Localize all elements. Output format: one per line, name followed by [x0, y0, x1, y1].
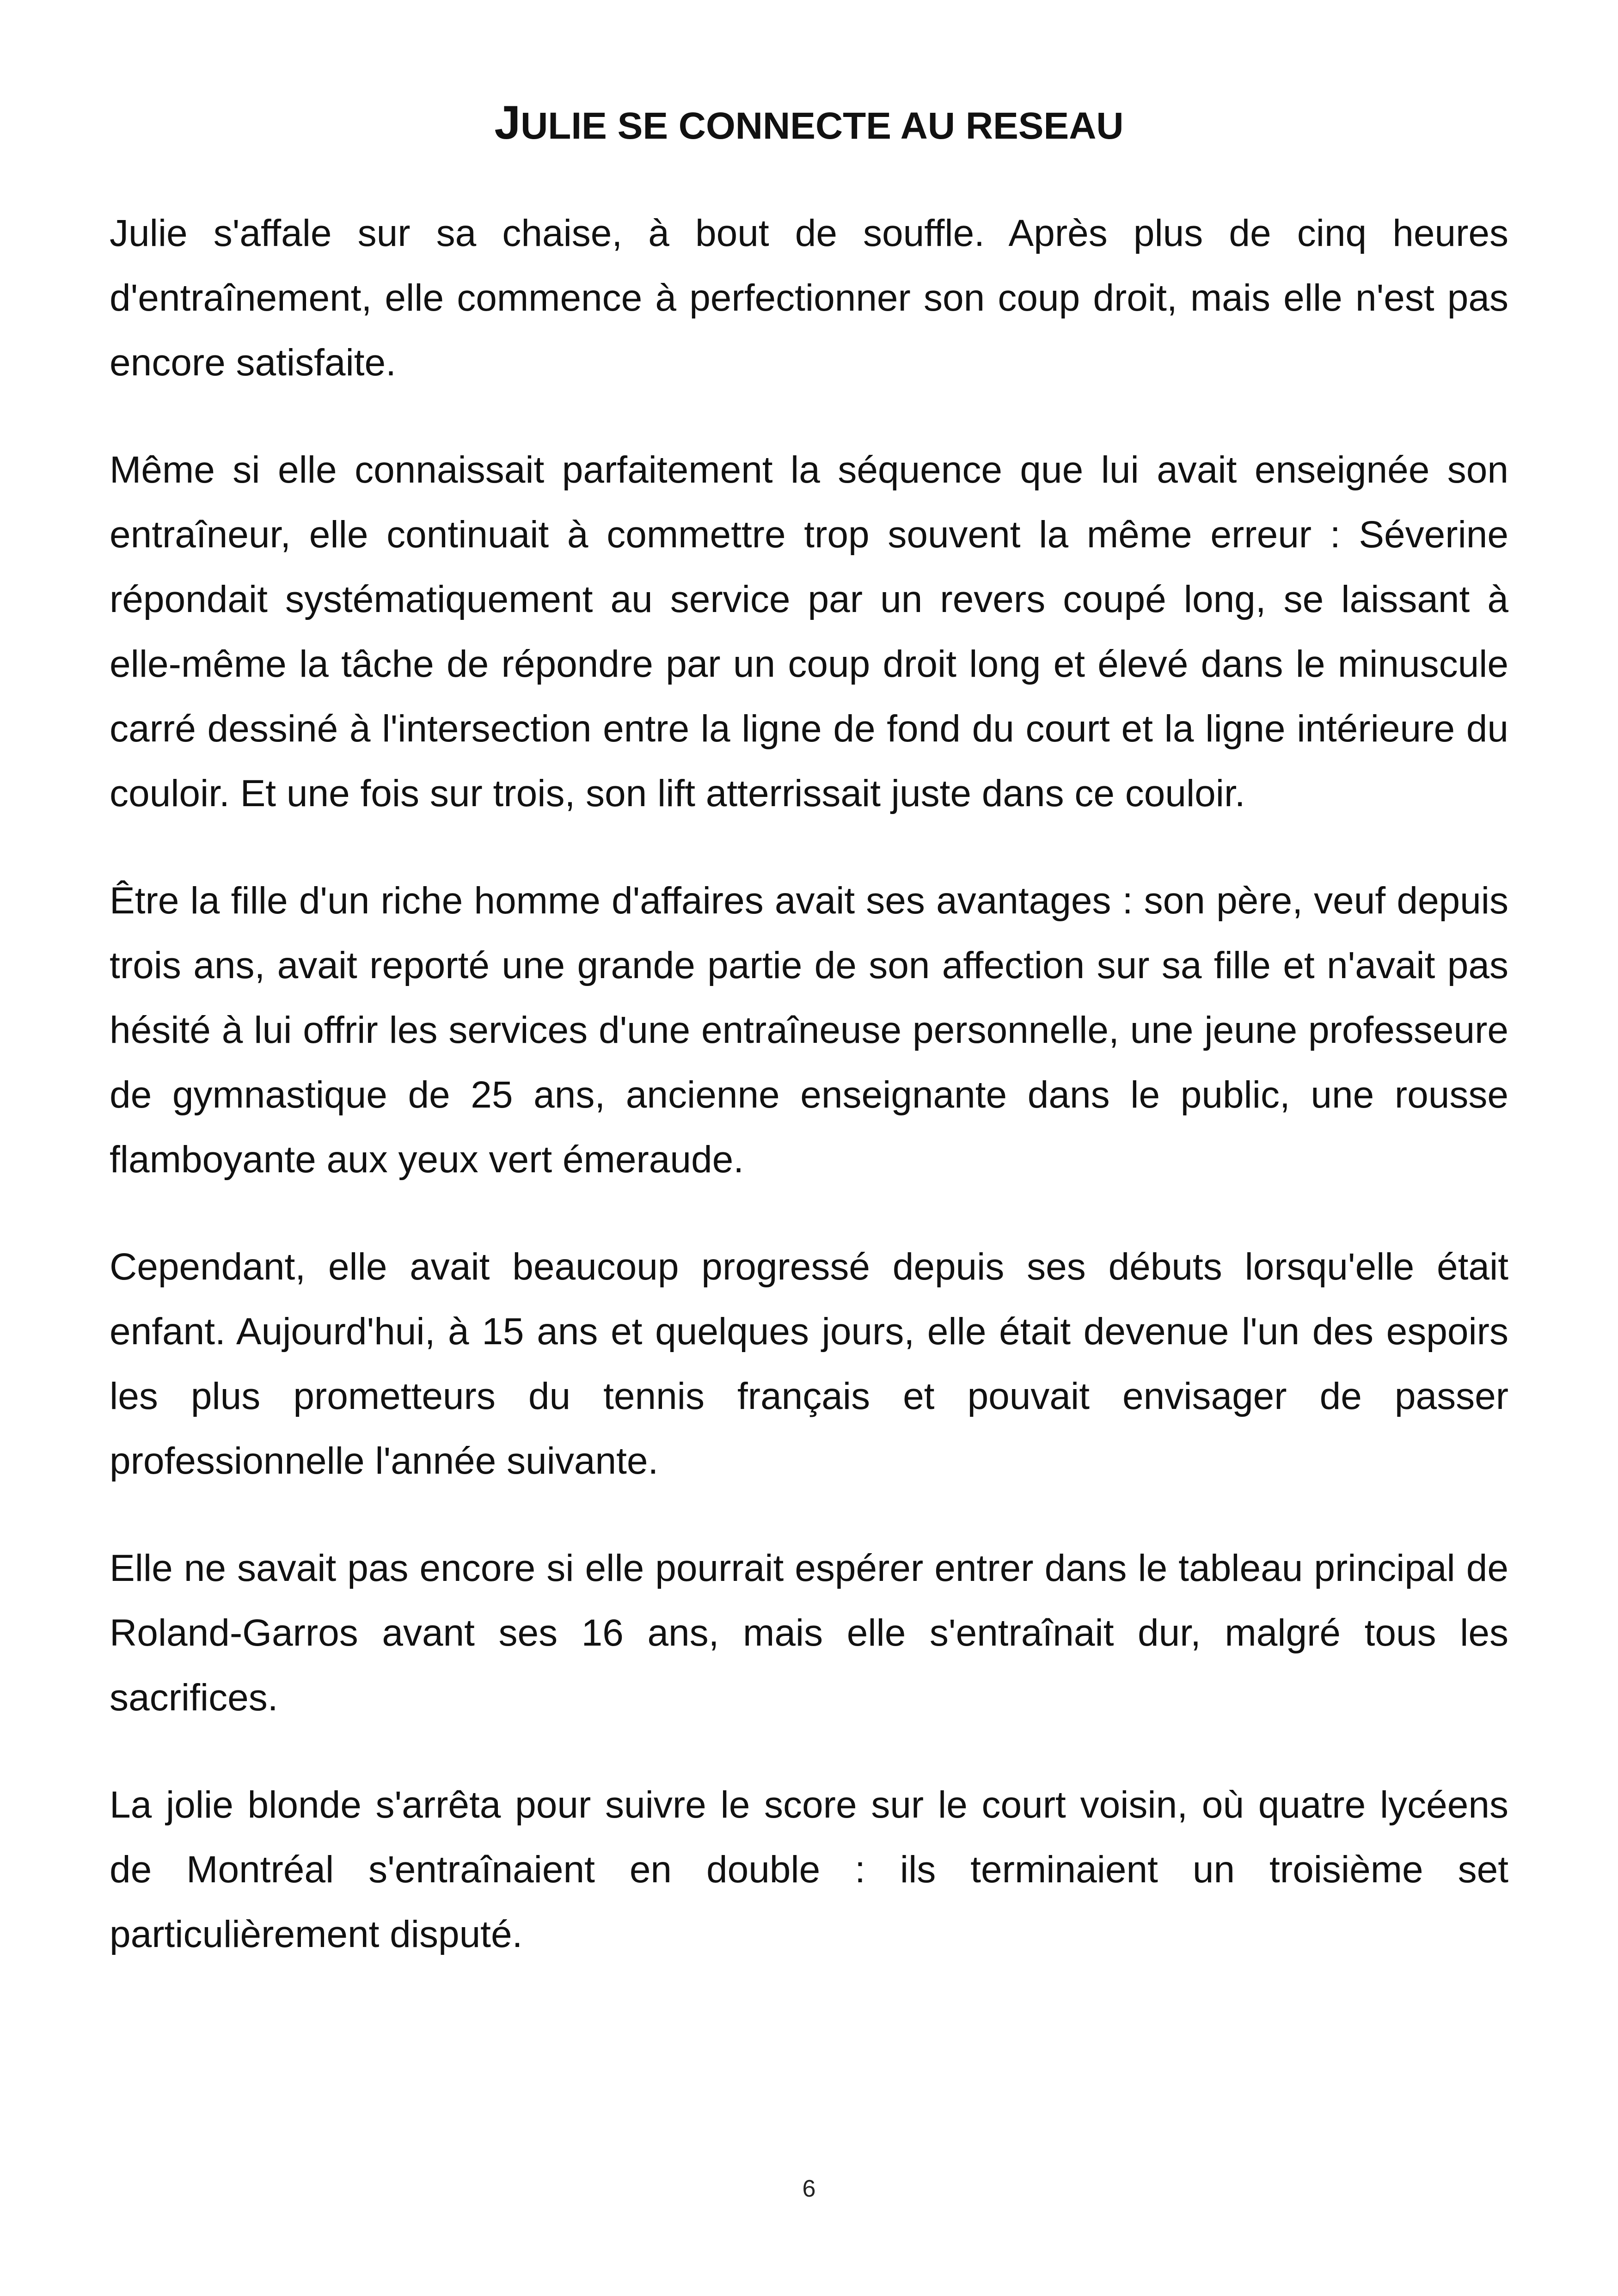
paragraph: Être la fille d'un riche homme d'affaires avait ses avantages : son père, veuf depuis trois ans, avait reporté une grande partie de son affection sur sa fille et n'avait pas hésité à lui offrir les services d'une entraîneuse personnelle, une jeune professeure de gymnastique de 25 ans, ancienne enseignante dans le public, une rousse flamboyante aux yeux vert émeraude. [110, 880, 1508, 1181]
chapter-body [110, 201, 1508, 2009]
page-number: 6 [802, 2175, 816, 2202]
paragraph: Cependant, elle avait beaucoup progressé depuis ses débuts lorsqu'elle était enfant. Aujourd'hui, à 15 ans et quelques jours, elle était devenue l'un des espoirs les plus prometteurs du tennis français et pouvait envisager de passer professionnelle l'année suivante. [110, 1246, 1508, 1482]
paragraph: La jolie blonde s'arrêta pour suivre le score sur le court voisin, où quatre lycéens de Montréal s'entraînaient en double : ils terminaient un troisième set particulièrement disputé. [110, 1784, 1508, 1955]
paragraph: Elle ne savait pas encore si elle pourrait espérer entrer dans le tableau principal de Roland-Garros avant ses 16 ans, mais elle s'entraînait dur, malgré tous les sacrifices. [110, 1547, 1508, 1719]
chapter-title-rest: ULIE SE CONNECTE AU RESEAU [521, 105, 1124, 147]
paragraph: Julie s'affale sur sa chaise, à bout de souffle. Après plus de cinq heures d'entraînement, elle commence à perfectionner son coup droit, mais elle n'est pas encore satisfaite. [110, 212, 1508, 384]
paragraph: Même si elle connaissait parfaitement la séquence que lui avait enseignée son entraîneur, elle continuait à commettre trop souvent la même erreur : Séverine répondait systématiquement au service par un revers coupé long, se laissant à elle-même la tâche de répondre par un coup droit long et élevé dans le minuscule carré dessiné à l'intersection entre la ligne de fond du court et la ligne intérieure du couloir. Et une fois sur trois, son lift atterrissait juste dans ce couloir. [110, 449, 1508, 814]
chapter-title-initial: J [494, 96, 521, 149]
chapter-title [0, 92, 1618, 156]
